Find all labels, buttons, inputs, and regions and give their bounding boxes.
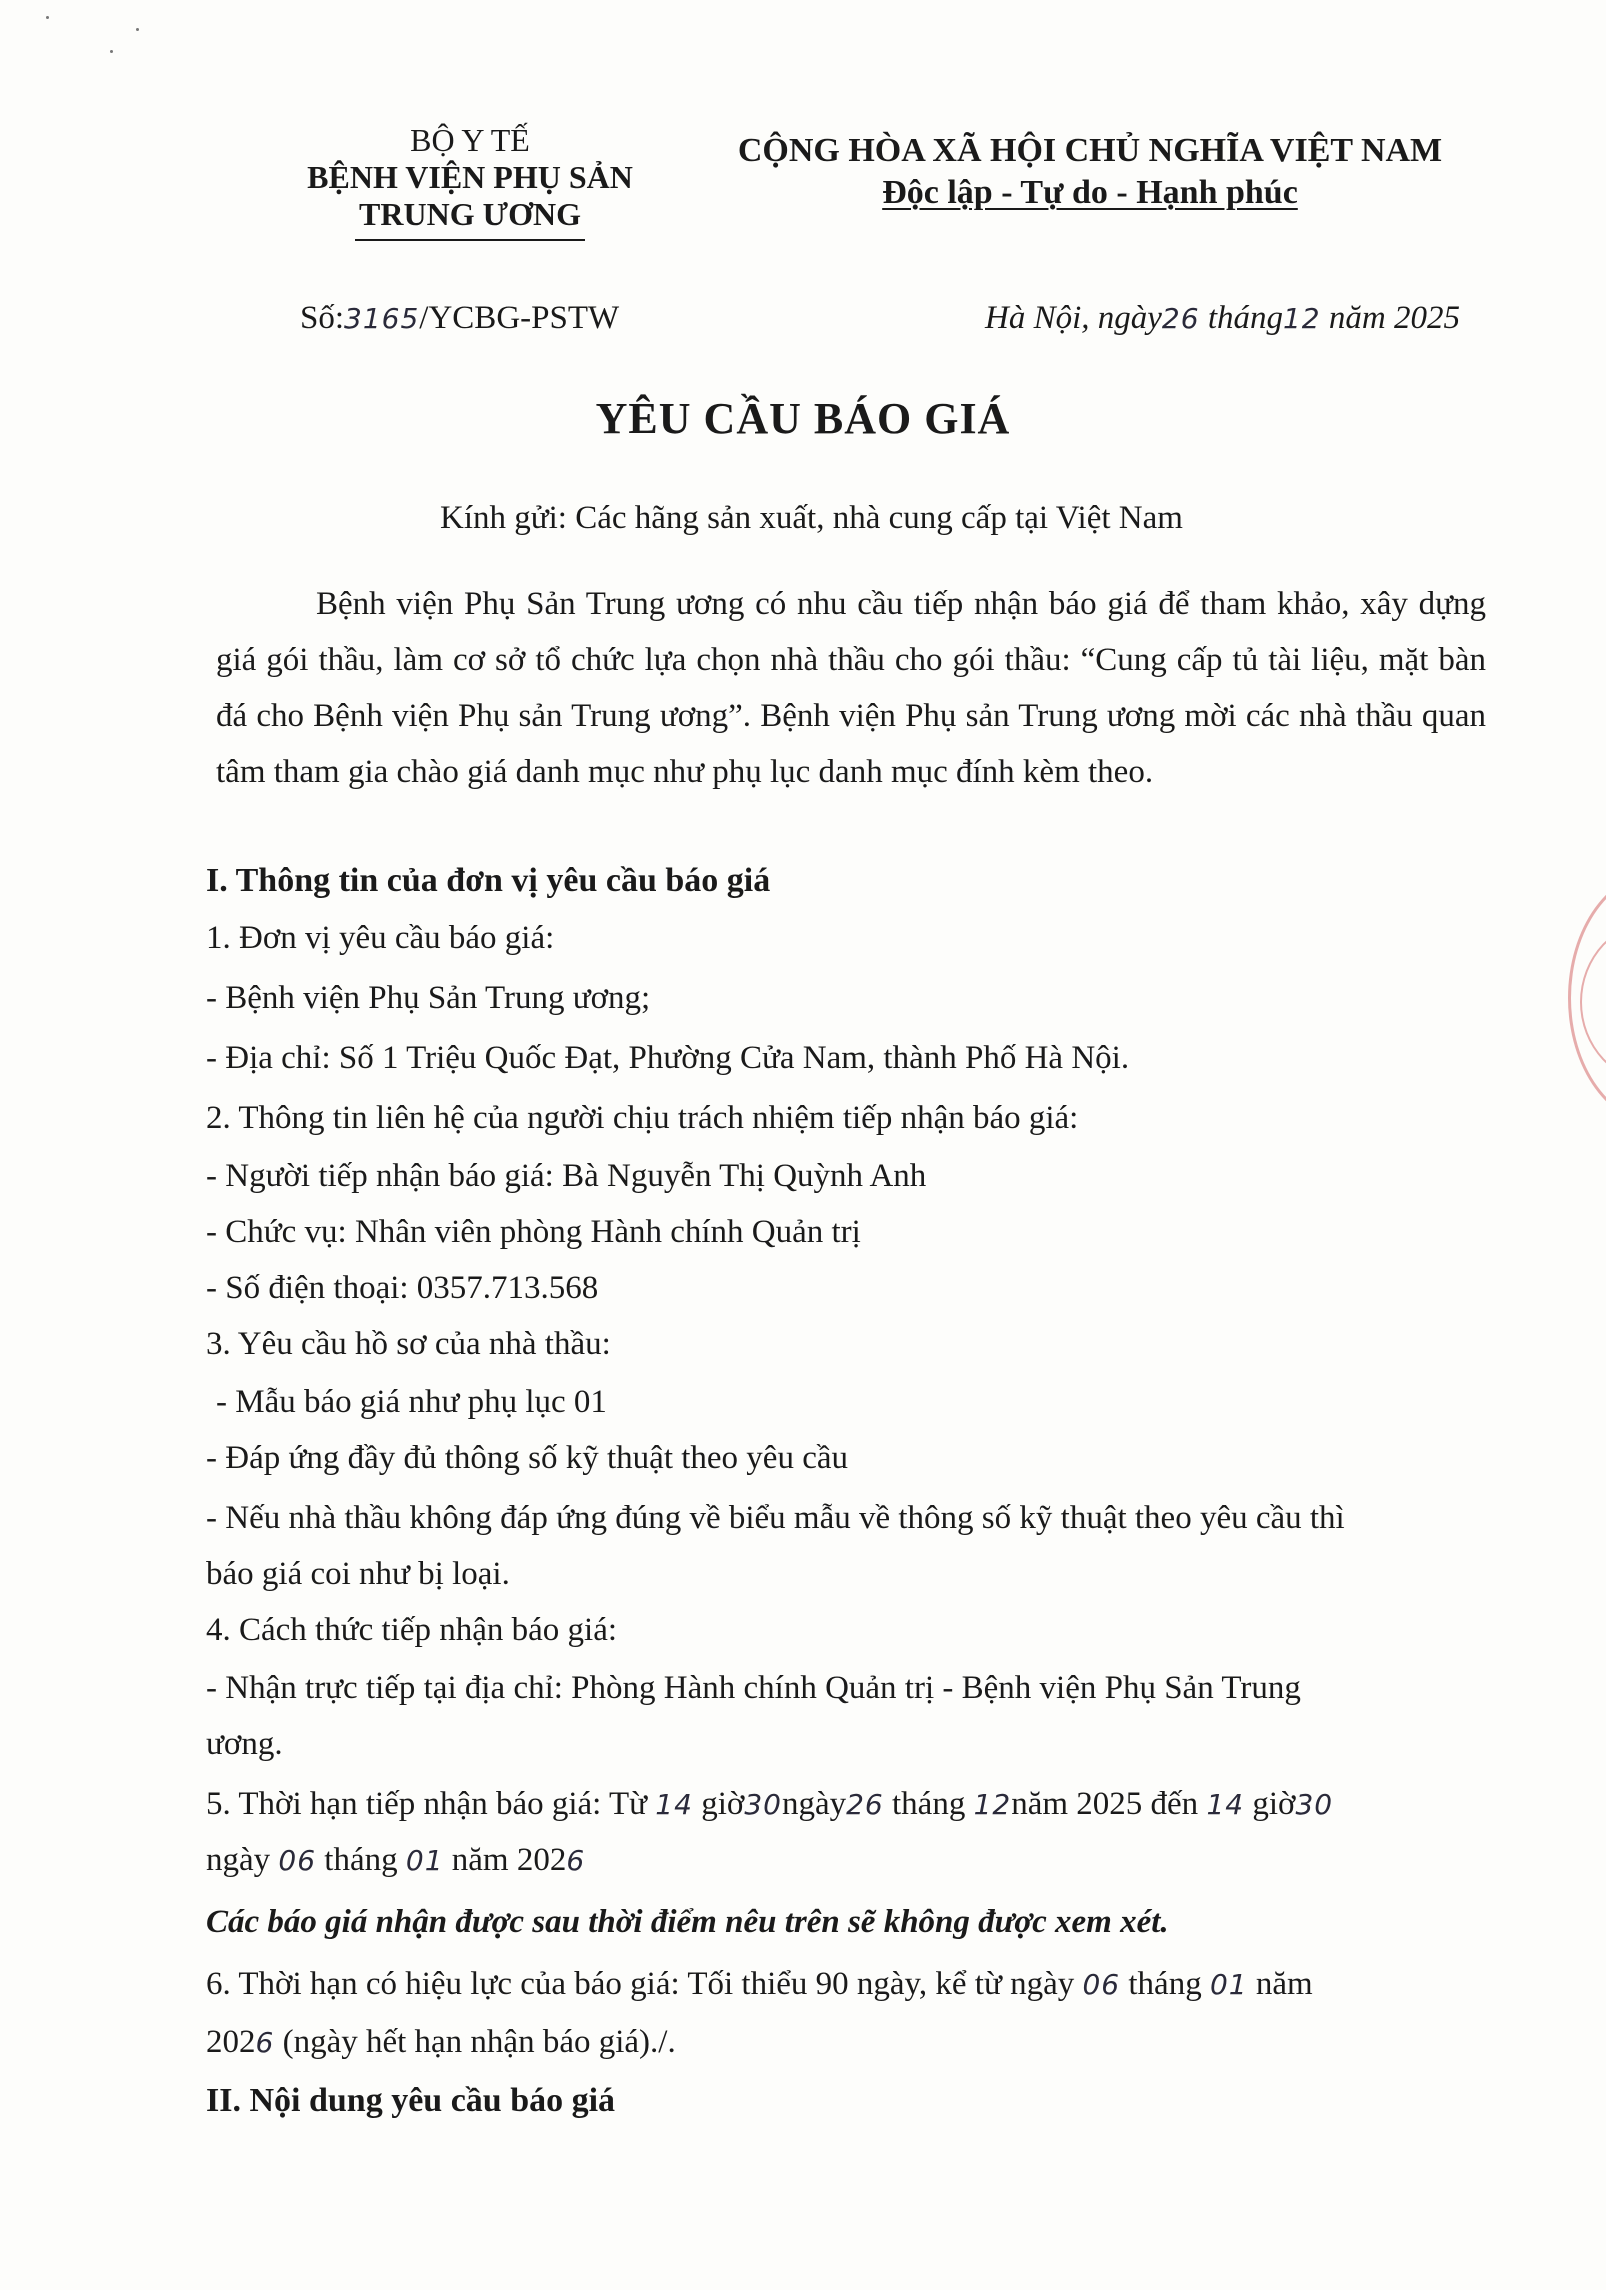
item2-phone: - Số điện thoại: 0357.713.568 [206, 1270, 599, 1306]
date-prefix: Hà Nội, ngày [985, 300, 1162, 336]
nation-name: CỘNG HÒA XÃ HỘI CHỦ NGHĨA VIỆT NAM [737, 132, 1443, 169]
doc-number-handwritten: 3165 [344, 302, 420, 335]
item5-end-day-label: ngày [206, 1842, 271, 1878]
scan-speck [110, 50, 113, 53]
section2-heading: II. Nội dung yêu cầu báo giá [206, 2082, 616, 2119]
scan-speck [46, 16, 49, 19]
hospital-name-line2: TRUNG ƯƠNG [359, 196, 581, 232]
item5-start-month: 12 [973, 1788, 1012, 1821]
date-month-handwritten: 12 [1282, 302, 1321, 335]
item3-c-line1: - Nếu nhà thầu không đáp ứng đúng về biểu mẫu về thông số kỹ thuật theo yêu cầu thì [206, 1500, 1345, 1536]
section1-heading: I. Thông tin của đơn vị yêu cầu báo giá [206, 862, 771, 899]
item6-year-digit: 6 [255, 2026, 275, 2059]
ministry-name: BỘ Y TẾ [410, 122, 530, 158]
scan-speck [136, 28, 139, 31]
item5-line2 [206, 1842, 585, 1879]
item5-end-hour-label: giờ [1252, 1786, 1296, 1822]
item5-end-year-digit: 6 [566, 1844, 586, 1877]
item5-start-year: năm 2025 đến [1011, 1786, 1199, 1822]
item6-prefix: 6. Thời hạn có hiệu lực của báo giá: Tối thiểu 90 ngày, kể từ ngày [206, 1966, 1075, 2002]
item6-suffix: (ngày hết hạn nhận báo giá)./. [282, 2024, 676, 2060]
item5-end-day: 06 [278, 1844, 317, 1877]
date-month-label: tháng [1207, 300, 1283, 336]
item6-year-prefix: 202 [206, 2024, 256, 2060]
item5-end-month-label: tháng [324, 1842, 398, 1878]
national-heading [720, 130, 1460, 214]
document-date [985, 300, 1460, 337]
doc-number-prefix: Số: [300, 300, 345, 336]
item1-address: - Địa chỉ: Số 1 Triệu Quốc Đạt, Phường Cửa Nam, thành Phố Hà Nội. [206, 1040, 1130, 1076]
late-submission-notice: Các báo giá nhận được sau thời điểm nêu trên sẽ không được xem xét. [206, 1904, 1169, 1940]
item5-start-hour: 14 [655, 1788, 693, 1821]
item1-name: - Bệnh viện Phụ Sản Trung ương; [206, 980, 651, 1016]
item3-a: - Mẫu báo giá như phụ lục 01 [216, 1384, 607, 1420]
item6-month: 01 [1209, 1968, 1248, 2001]
item1-title: 1. Đơn vị yêu cầu báo giá: [206, 920, 555, 956]
item3-title: 3. Yêu cầu hồ sơ của nhà thầu: [206, 1326, 611, 1362]
intro-paragraph: Bệnh viện Phụ Sản Trung ương có nhu cầu tiếp nhận báo giá để tham khảo, xây dựng giá gói thầu, làm cơ sở tổ chức lựa chọn nhà thầu cho gói thầu: “Cung cấp tủ tài liệu, mặt bàn đá cho Bệnh viện Phụ sản Trung ương”. Bệnh viện Phụ sản Trung ương mời các nhà thầu quan tâm tham gia chào giá danh mục như phụ lục danh mục đính kèm theo. [216, 586, 1486, 790]
hospital-name-line1: BỆNH VIỆN PHỤ SẢN [307, 159, 633, 195]
item2-person: - Người tiếp nhận báo giá: Bà Nguyễn Thị Quỳnh Anh [206, 1158, 927, 1194]
item4-title: 4. Cách thức tiếp nhận báo giá: [206, 1612, 618, 1648]
item4-a-line2: ương. [206, 1726, 283, 1762]
issuer-underline [355, 239, 585, 241]
document-title: YÊU CẦU BÁO GIÁ [595, 394, 1011, 443]
item6-line1 [206, 1966, 1313, 2003]
item3-c-line2: báo giá coi như bị loại. [206, 1556, 510, 1592]
item5-end-minute: 30 [1295, 1788, 1334, 1821]
item6-line2 [206, 2024, 676, 2061]
national-motto: Độc lập - Tự do - Hạnh phúc [882, 174, 1298, 211]
item5-end-month: 01 [405, 1844, 444, 1877]
item3-b: - Đáp ứng đầy đủ thông số kỹ thuật theo yêu cầu [206, 1440, 849, 1476]
item5-month-label: tháng [892, 1786, 966, 1822]
item5-line1 [206, 1786, 1333, 1823]
item6-year-label: năm [1255, 1966, 1313, 2002]
item5-prefix: 5. Thời hạn tiếp nhận báo giá: Từ [206, 1786, 648, 1822]
item5-hour-label: giờ [701, 1786, 745, 1822]
item4-a-line1: - Nhận trực tiếp tại địa chỉ: Phòng Hành chính Quản trị - Bệnh viện Phụ Sản Trung [206, 1670, 1301, 1706]
item5-start-day: 26 [846, 1788, 884, 1821]
date-day-handwritten: 26 [1161, 302, 1200, 335]
item2-position: - Chức vụ: Nhân viên phòng Hành chính Quản trị [206, 1214, 861, 1250]
item2-title: 2. Thông tin liên hệ của người chịu trách nhiệm tiếp nhận báo giá: [206, 1100, 1079, 1136]
item6-day: 06 [1082, 1968, 1121, 2001]
document-number [300, 300, 619, 337]
issuer-block [270, 122, 670, 241]
item5-day-label: ngày [781, 1786, 847, 1822]
recipient-line: Kính gửi: Các hãng sản xuất, nhà cung cấp tại Việt Nam [440, 500, 1183, 536]
doc-number-suffix: /YCBG-PSTW [419, 300, 620, 336]
item5-end-year-prefix: năm 202 [451, 1842, 567, 1878]
date-year: năm 2025 [1328, 300, 1460, 336]
item5-start-minute: 30 [744, 1788, 782, 1821]
item6-month-label: tháng [1128, 1966, 1202, 2002]
item5-end-hour: 14 [1206, 1788, 1245, 1821]
